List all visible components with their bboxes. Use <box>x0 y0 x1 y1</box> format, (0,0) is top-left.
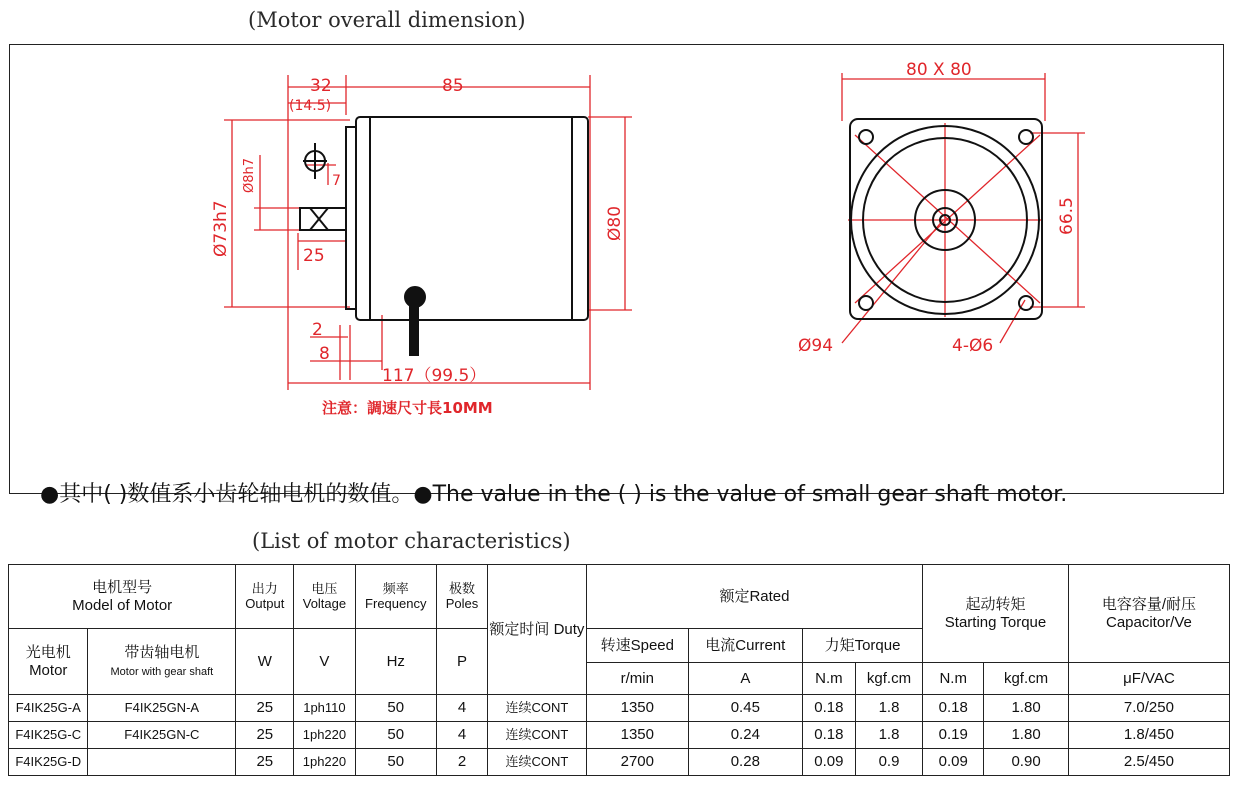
unit-capacitor: μF/VAC <box>1068 663 1229 695</box>
cell-voltage: 1ph220 <box>294 749 355 776</box>
dim-66-5: 66.5 <box>1057 197 1077 235</box>
cell-start-kgf: 1.80 <box>984 695 1069 722</box>
dim-14-5: (14.5) <box>289 98 332 114</box>
unit-frequency: Hz <box>355 629 437 695</box>
cell-duty: 连续CONT <box>487 722 586 749</box>
unit-output: W <box>236 629 294 695</box>
motor-characteristics-table <box>8 564 1230 776</box>
cell-voltage: 1ph220 <box>294 722 355 749</box>
header-optical-motor: 光电机 Motor <box>9 629 88 695</box>
cell-frequency: 50 <box>355 722 437 749</box>
cell-torque-kgf: 1.8 <box>855 722 922 749</box>
cell-torque-kgf: 1.8 <box>855 695 922 722</box>
header-output: 出力 Output <box>236 565 294 629</box>
cell-capacitor: 1.8/450 <box>1068 722 1229 749</box>
cell-duty: 连续CONT <box>487 749 586 776</box>
unit-speed: r/min <box>586 663 688 695</box>
cell-start-kgf: 1.80 <box>984 722 1069 749</box>
table-row <box>9 749 1230 776</box>
dim-8h7: Ø8h7 <box>242 157 257 193</box>
header-capacitor: 电容容量/耐压 Capacitor/Ve <box>1068 565 1229 663</box>
cell-start-nm: 0.18 <box>923 695 984 722</box>
dim-94: Ø94 <box>798 336 834 356</box>
bullet-2: ● <box>413 482 433 507</box>
dim-2: 2 <box>312 320 323 340</box>
cell-speed: 2700 <box>586 749 688 776</box>
cell-frequency: 50 <box>355 749 437 776</box>
dim-117: 117（99.5） <box>382 366 487 386</box>
note-line <box>40 477 1067 508</box>
table-row <box>9 722 1230 749</box>
cell-capacitor: 7.0/250 <box>1068 695 1229 722</box>
cell-gear <box>88 749 236 776</box>
cell-start-kgf: 0.90 <box>984 749 1069 776</box>
header-current: 电流Current <box>688 629 802 663</box>
bullet-1: ● <box>40 482 60 507</box>
dim-80x80: 80 X 80 <box>906 60 972 80</box>
note-english: The value in the ( ) is the value of small gear shaft motor. <box>432 482 1068 507</box>
header-frequency: 频率 Frequency <box>355 565 437 629</box>
cell-capacitor: 2.5/450 <box>1068 749 1229 776</box>
cell-torque-kgf: 0.9 <box>855 749 922 776</box>
cell-start-nm: 0.09 <box>923 749 984 776</box>
dim-85: 85 <box>442 76 464 96</box>
header-voltage: 电压 Voltage <box>294 565 355 629</box>
note-chinese: 其中( )数值系小齿轮轴电机的数值。 <box>59 482 414 507</box>
cell-gear: F4IK25GN-C <box>88 722 236 749</box>
cell-poles: 2 <box>437 749 488 776</box>
cell-poles: 4 <box>437 722 488 749</box>
dim-80: Ø80 <box>605 205 625 241</box>
unit-start-kgf: kgf.cm <box>984 663 1069 695</box>
cell-frequency: 50 <box>355 695 437 722</box>
unit-torque-nm: N.m <box>802 663 855 695</box>
table-row <box>9 695 1230 722</box>
cell-speed: 1350 <box>586 722 688 749</box>
cell-current: 0.28 <box>688 749 802 776</box>
cell-poles: 4 <box>437 695 488 722</box>
characteristics-caption: (List of motor characteristics) <box>252 529 571 553</box>
dim-8: 8 <box>319 344 330 364</box>
cell-torque-nm: 0.18 <box>802 695 855 722</box>
cell-speed: 1350 <box>586 695 688 722</box>
cell-motor: F4IK25G-C <box>9 722 88 749</box>
unit-torque-kgf: kgf.cm <box>855 663 922 695</box>
unit-voltage: V <box>294 629 355 695</box>
dim-73h7: Ø73h7 <box>211 200 231 257</box>
header-model: 电机型号 Model of Motor <box>9 565 236 629</box>
cell-motor: F4IK25G-D <box>9 749 88 776</box>
cell-current: 0.45 <box>688 695 802 722</box>
cell-voltage: 1ph110 <box>294 695 355 722</box>
cell-output: 25 <box>236 722 294 749</box>
cell-motor: F4IK25G-A <box>9 695 88 722</box>
header-torque: 力矩Torque <box>802 629 922 663</box>
cell-output: 25 <box>236 695 294 722</box>
dimension-caption: (Motor overall dimension) <box>248 8 526 32</box>
unit-poles: P <box>437 629 488 695</box>
header-starting-torque: 起动转矩 Starting Torque <box>923 565 1069 663</box>
cell-duty: 连续CONT <box>487 695 586 722</box>
unit-start-nm: N.m <box>923 663 984 695</box>
cell-current: 0.24 <box>688 722 802 749</box>
header-speed: 转速Speed <box>586 629 688 663</box>
dim-32: 32 <box>310 76 332 96</box>
dimension-drawing-frame <box>9 44 1224 507</box>
red-note: 注意：調速尺寸長10MM <box>322 399 493 417</box>
cell-gear: F4IK25GN-A <box>88 695 236 722</box>
header-gear-motor: 带齿轴电机 Motor with gear shaft <box>88 629 236 695</box>
cell-torque-nm: 0.09 <box>802 749 855 776</box>
cell-torque-nm: 0.18 <box>802 722 855 749</box>
header-poles: 极数 Poles <box>437 565 488 629</box>
dim-25: 25 <box>303 246 325 266</box>
cell-start-nm: 0.19 <box>923 722 984 749</box>
unit-current: A <box>688 663 802 695</box>
header-duty: 额定时间 Duty <box>487 565 586 695</box>
motor-dimension-drawing <box>10 45 1225 495</box>
dim-7: 7 <box>332 173 341 189</box>
header-rated: 额定Rated <box>586 565 922 629</box>
dim-4-6: 4-Ø6 <box>952 336 994 356</box>
cell-output: 25 <box>236 749 294 776</box>
